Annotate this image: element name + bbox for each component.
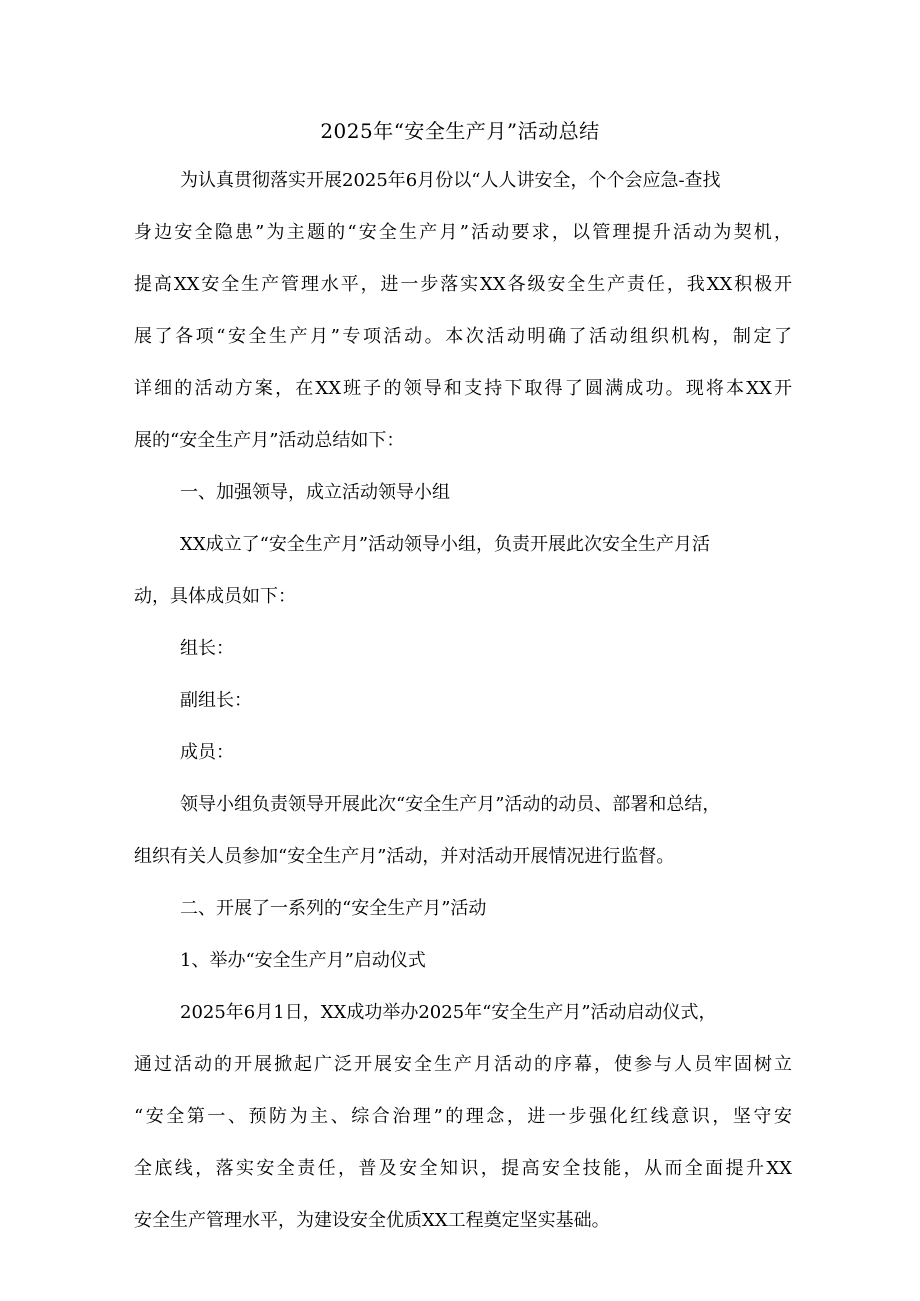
sub1-body-line-4: 全底线，落实安全责任，普及安全知识，提高安全技能，从而全面提升XX xyxy=(134,1158,792,1179)
document-title: 2025年“安全生产月”活动总结 xyxy=(320,119,600,143)
section1-body-line-2: 动，具体成员如下： xyxy=(134,586,296,607)
intro-line-1: 为认真贯彻落实开展2025年6月份以“人人讲安全，个个会应急-查找 xyxy=(180,170,721,191)
section1-heading: 一、加强领导，成立活动领导小组 xyxy=(180,482,450,503)
sub1-body-line-5: 安全生产管理水平，为建设安全优质XX工程奠定坚实基础。 xyxy=(134,1210,610,1231)
intro-line-5: 详细的活动方案，在XX班子的领导和支持下取得了圆满成功。现将本XX开 xyxy=(134,378,792,399)
intro-line-2: 身边安全隐患”为主题的“安全生产月”活动要求，以管理提升活动为契机， xyxy=(134,222,792,243)
duty-line-1: 领导小组负责领导开展此次“安全生产月”活动的动员、部署和总结， xyxy=(180,794,721,815)
members-label: 成员： xyxy=(180,742,234,763)
sub1-body-line-2: 通过活动的开展掀起广泛开展安全生产月活动的序幕，使参与人员牢固树立 xyxy=(134,1054,792,1075)
duty-line-2: 组织有关人员参加“安全生产月”活动，并对活动开展情况进行监督。 xyxy=(134,846,675,867)
section2-sub1-heading: 1、举办“安全生产月”启动仪式 xyxy=(180,950,426,971)
intro-line-4: 展了各项“安全生产月”专项活动。本次活动明确了活动组织机构，制定了 xyxy=(134,326,792,347)
deputy-leader-label: 副组长： xyxy=(180,690,252,711)
sub1-body-line-1: 2025年6月1日，XX成功举办2025年“安全生产月”活动启动仪式， xyxy=(180,1002,717,1023)
intro-line-6: 展的“安全生产月”活动总结如下： xyxy=(134,430,405,451)
intro-line-3: 提高XX安全生产管理水平，进一步落实XX各级安全生产责任，我XX积极开 xyxy=(134,274,792,295)
section2-heading: 二、开展了一系列的“安全生产月”活动 xyxy=(180,898,487,919)
sub1-body-line-3: “安全第一、预防为主、综合治理”的理念，进一步强化红线意识，坚守安 xyxy=(134,1106,792,1127)
leader-label: 组长： xyxy=(180,638,234,659)
section1-body-line-1: XX成立了“安全生产月”活动领导小组，负责开展此次安全生产月活 xyxy=(180,534,711,555)
